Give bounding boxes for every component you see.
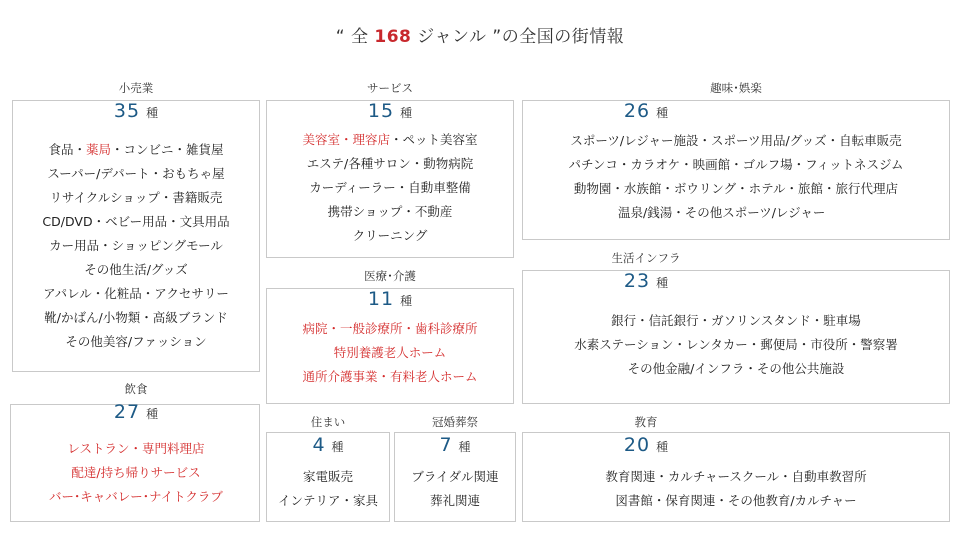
- infra-line-3: その他金融/インフラ・その他公共施設: [627, 361, 845, 376]
- service-line-4: 携帯ショップ・不動産: [327, 204, 453, 219]
- education-count: [522, 434, 770, 456]
- hobby-line-1: スポーツ/レジャー施設・スポーツ用品/グッズ・自転車販売: [570, 133, 902, 148]
- education-line-1: 教育関連・カルチャースクール・自動車教習所: [605, 469, 867, 484]
- hobby-line-3: 動物園・水族館・ボウリング・ホテル・旅館・旅行代理店: [573, 181, 899, 196]
- ceremony-count-number: 7: [439, 434, 453, 456]
- education-label: 教育: [634, 415, 658, 429]
- title-number: 168: [374, 27, 412, 47]
- page-title: [0, 22, 960, 47]
- service-line-2: エステ/各種サロン・動物病院: [306, 156, 474, 171]
- food-label: 飲食: [124, 382, 148, 396]
- medical-line-1: 病院・一般診療所・歯科診療所: [302, 321, 478, 336]
- medical-line-3: 通所介護事業・有料老人ホーム: [302, 369, 478, 384]
- food-list: [12, 437, 260, 509]
- housing-line-1: 家電販売: [302, 469, 353, 484]
- infra-count-unit: 種: [656, 276, 669, 290]
- hobby-count-number: 26: [623, 100, 651, 122]
- retail-count-number: 35: [113, 100, 141, 122]
- retail-line-8: 靴/かばん/小物類・高級ブランド: [44, 310, 228, 325]
- medical-list: [266, 317, 514, 389]
- medical-count-number: 11: [367, 288, 395, 310]
- food-count: [12, 401, 260, 423]
- medical-count-unit: 種: [400, 294, 413, 308]
- ceremony-count: [394, 434, 516, 456]
- retail-line-9: その他美容/ファッション: [65, 334, 207, 349]
- food-count-number: 27: [113, 401, 141, 423]
- ceremony-list: [394, 465, 516, 513]
- medical-count: [266, 288, 514, 310]
- medical-label: 医療･介護: [364, 269, 416, 283]
- hobby-list: [522, 129, 950, 225]
- service-line-1: 美容室・理容店・ペット美容室: [302, 132, 478, 147]
- service-count-number: 15: [367, 100, 395, 122]
- retail-line-3: リサイクルショップ・書籍販売: [49, 190, 223, 205]
- infra-count: [522, 270, 770, 292]
- infra-list: [522, 309, 950, 381]
- ceremony-line-1: ブライダル関連: [411, 469, 499, 484]
- medical-line-2: 特別養護老人ホーム: [333, 345, 447, 360]
- housing-count: [266, 434, 390, 456]
- title-suffix: ジャンル ”の全国の街情報: [411, 27, 625, 47]
- retail-list: [12, 138, 260, 354]
- service-line-5: クリーニング: [352, 228, 428, 243]
- food-line-2: 配達/持ち帰りサービス: [71, 465, 201, 480]
- service-label: サービス: [367, 81, 413, 95]
- title-prefix: “ 全: [335, 27, 375, 47]
- education-list: [522, 465, 950, 513]
- housing-label: 住まい: [310, 415, 346, 429]
- education-count-number: 20: [623, 434, 651, 456]
- hobby-line-4: 温泉/銭湯・その他スポーツ/レジャー: [618, 205, 826, 220]
- service-list: [266, 128, 514, 248]
- retail-label: 小売業: [118, 81, 154, 95]
- housing-count-number: 4: [312, 434, 326, 456]
- ceremony-line-2: 葬礼関連: [429, 493, 480, 508]
- education-line-2: 図書館・保育関連・その他教育/カルチャー: [615, 493, 857, 508]
- food-line-1: レストラン・専門料理店: [67, 441, 205, 456]
- food-count-unit: 種: [146, 407, 159, 421]
- retail-line-5: カー用品・ショッピングモール: [49, 238, 223, 253]
- ceremony-count-unit: 種: [458, 440, 471, 454]
- housing-count-unit: 種: [331, 440, 344, 454]
- retail-count-unit: 種: [146, 106, 159, 120]
- retail-line-4: CD/DVD・ベビー用品・文具用品: [42, 214, 230, 229]
- service-count-unit: 種: [400, 106, 413, 120]
- retail-line-1: 食品・薬局・コンビニ・雑貨屋: [48, 142, 224, 157]
- hobby-label: 趣味･娯楽: [710, 81, 762, 95]
- ceremony-label: 冠婚葬祭: [432, 415, 478, 429]
- infra-line-1: 銀行・信託銀行・ガソリンスタンド・駐車場: [611, 313, 861, 328]
- retail-line-6: その他生活/グッズ: [84, 262, 188, 277]
- retail-line-7: アパレル・化粧品・アクセサリー: [43, 286, 229, 301]
- infra-count-number: 23: [623, 270, 651, 292]
- service-line-3: カーディーラー・自動車整備: [309, 180, 471, 195]
- food-line-3: バー･キャバレー･ナイトクラブ: [49, 489, 223, 504]
- hobby-line-2: パチンコ・カラオケ・映画館・ゴルフ場・フィットネスジム: [568, 157, 904, 172]
- service-count: [266, 100, 514, 122]
- hobby-count-unit: 種: [656, 106, 669, 120]
- education-count-unit: 種: [656, 440, 669, 454]
- retail-count: [12, 100, 260, 122]
- hobby-count: [522, 100, 770, 122]
- housing-line-2: インテリア・家具: [277, 493, 378, 508]
- housing-list: [266, 465, 390, 513]
- retail-line-2: スーパー/デパート・おもちゃ屋: [47, 166, 225, 181]
- infra-line-2: 水素ステーション・レンタカー・郵便局・市役所・警察署: [574, 337, 898, 352]
- infra-label: 生活インフラ: [611, 251, 681, 265]
